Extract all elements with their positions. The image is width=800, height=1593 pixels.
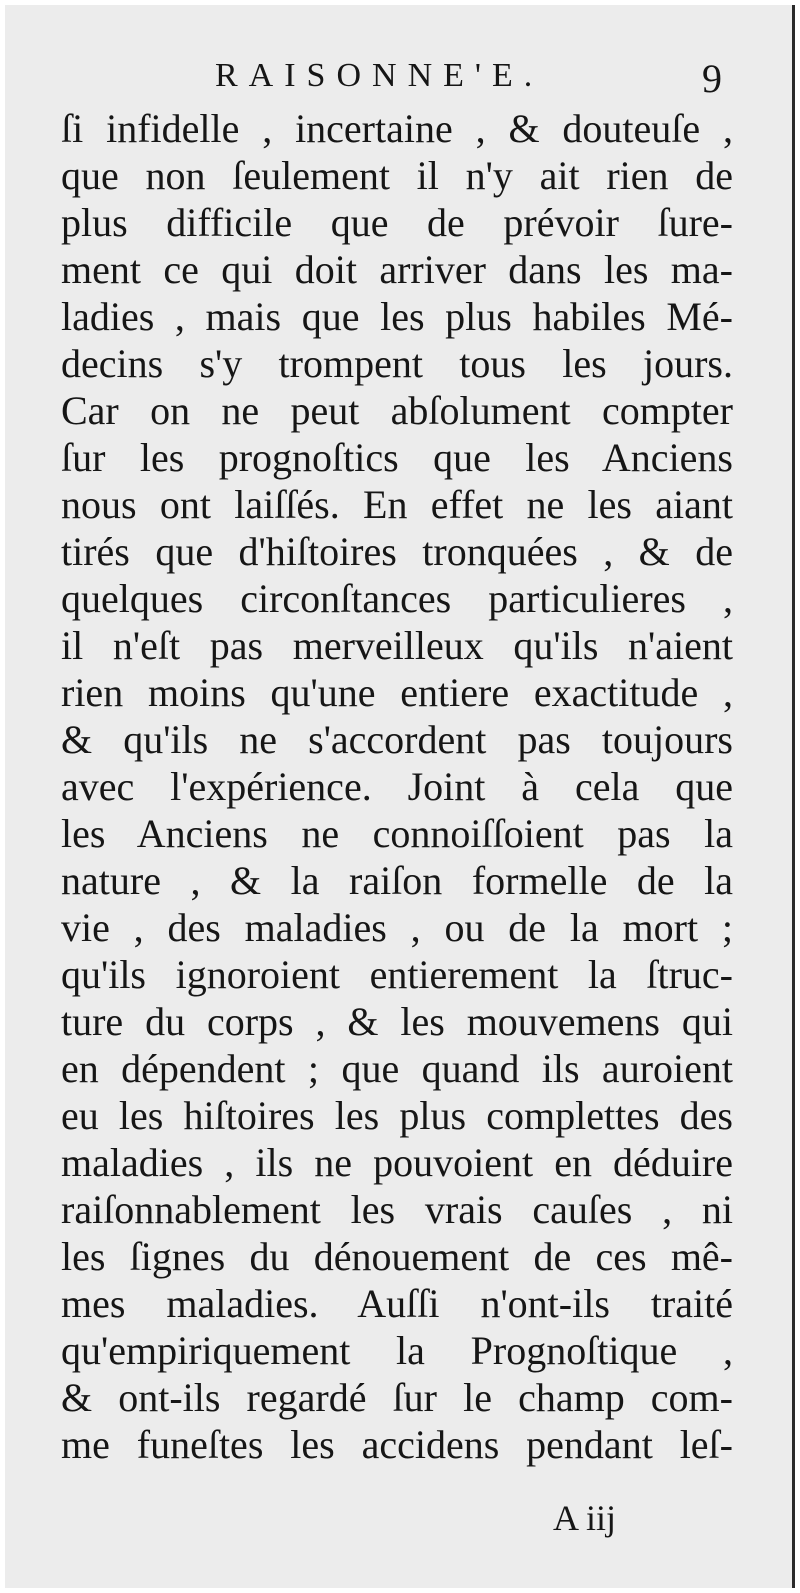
text-line: plus difficile que de prévoir ſure- bbox=[61, 200, 733, 245]
text-line: ment ce qui doit arriver dans les ma- bbox=[61, 247, 733, 292]
text-line: nature , & la raiſon formelle de la bbox=[61, 858, 733, 903]
text-line: que non ſeulement il n'y ait rien de bbox=[61, 153, 733, 198]
book-page bbox=[5, 5, 795, 1588]
text-line: quelques circonſtances particulieres , bbox=[61, 576, 733, 621]
text-line: avec l'expérience. Joint à cela que bbox=[61, 764, 733, 809]
text-line: les ſignes du dénouement de ces mê- bbox=[61, 1234, 733, 1279]
text-line: en dépendent ; que quand ils auroient bbox=[61, 1046, 733, 1091]
text-line: & qu'ils ne s'accordent pas toujours bbox=[61, 717, 733, 762]
text-line: ſur les prognoſtics que les Anciens bbox=[61, 435, 733, 480]
text-line: eu les hiſtoires les plus complettes des bbox=[61, 1093, 733, 1138]
text-line: ſi infidelle , incertaine , & douteuſe , bbox=[61, 106, 733, 151]
text-line: raiſonnablement les vrais cauſes , ni bbox=[61, 1187, 733, 1232]
text-line: nous ont laiſſés. En effet ne les aiant bbox=[61, 482, 733, 527]
text-line: vie , des maladies , ou de la mort ; bbox=[61, 905, 733, 950]
running-head: RAISONNE'E. bbox=[215, 57, 544, 94]
text-line: rien moins qu'une entiere exactitude , bbox=[61, 670, 733, 715]
text-line: decins s'y trompent tous les jours. bbox=[61, 341, 733, 386]
text-line: tirés que d'hiſtoires tronquées , & de bbox=[61, 529, 733, 574]
body-text bbox=[61, 105, 733, 1468]
text-line: qu'empiriquement la Prognoſtique , bbox=[61, 1328, 733, 1373]
text-line: il n'eſt pas merveilleux qu'ils n'aient bbox=[61, 623, 733, 668]
text-line: ture du corps , & les mouvemens qui bbox=[61, 999, 733, 1044]
text-line: Car on ne peut abſolument compter bbox=[61, 388, 733, 433]
text-line: mes maladies. Auſſi n'ont-ils traité bbox=[61, 1281, 733, 1326]
text-line: qu'ils ignoroient entierement la ſtruc- bbox=[61, 952, 733, 997]
text-line: les Anciens ne connoiſſoient pas la bbox=[61, 811, 733, 856]
text-line: ladies , mais que les plus habiles Mé- bbox=[61, 294, 733, 339]
text-line: maladies , ils ne pouvoient en déduire bbox=[61, 1140, 733, 1185]
text-line: & ont-ils regardé ſur le champ com- bbox=[61, 1375, 733, 1420]
page-number: 9 bbox=[702, 56, 722, 101]
signature-mark: A iij bbox=[553, 1498, 617, 1538]
text-line: me funeſtes les accidens pendant leſ- bbox=[61, 1422, 733, 1467]
